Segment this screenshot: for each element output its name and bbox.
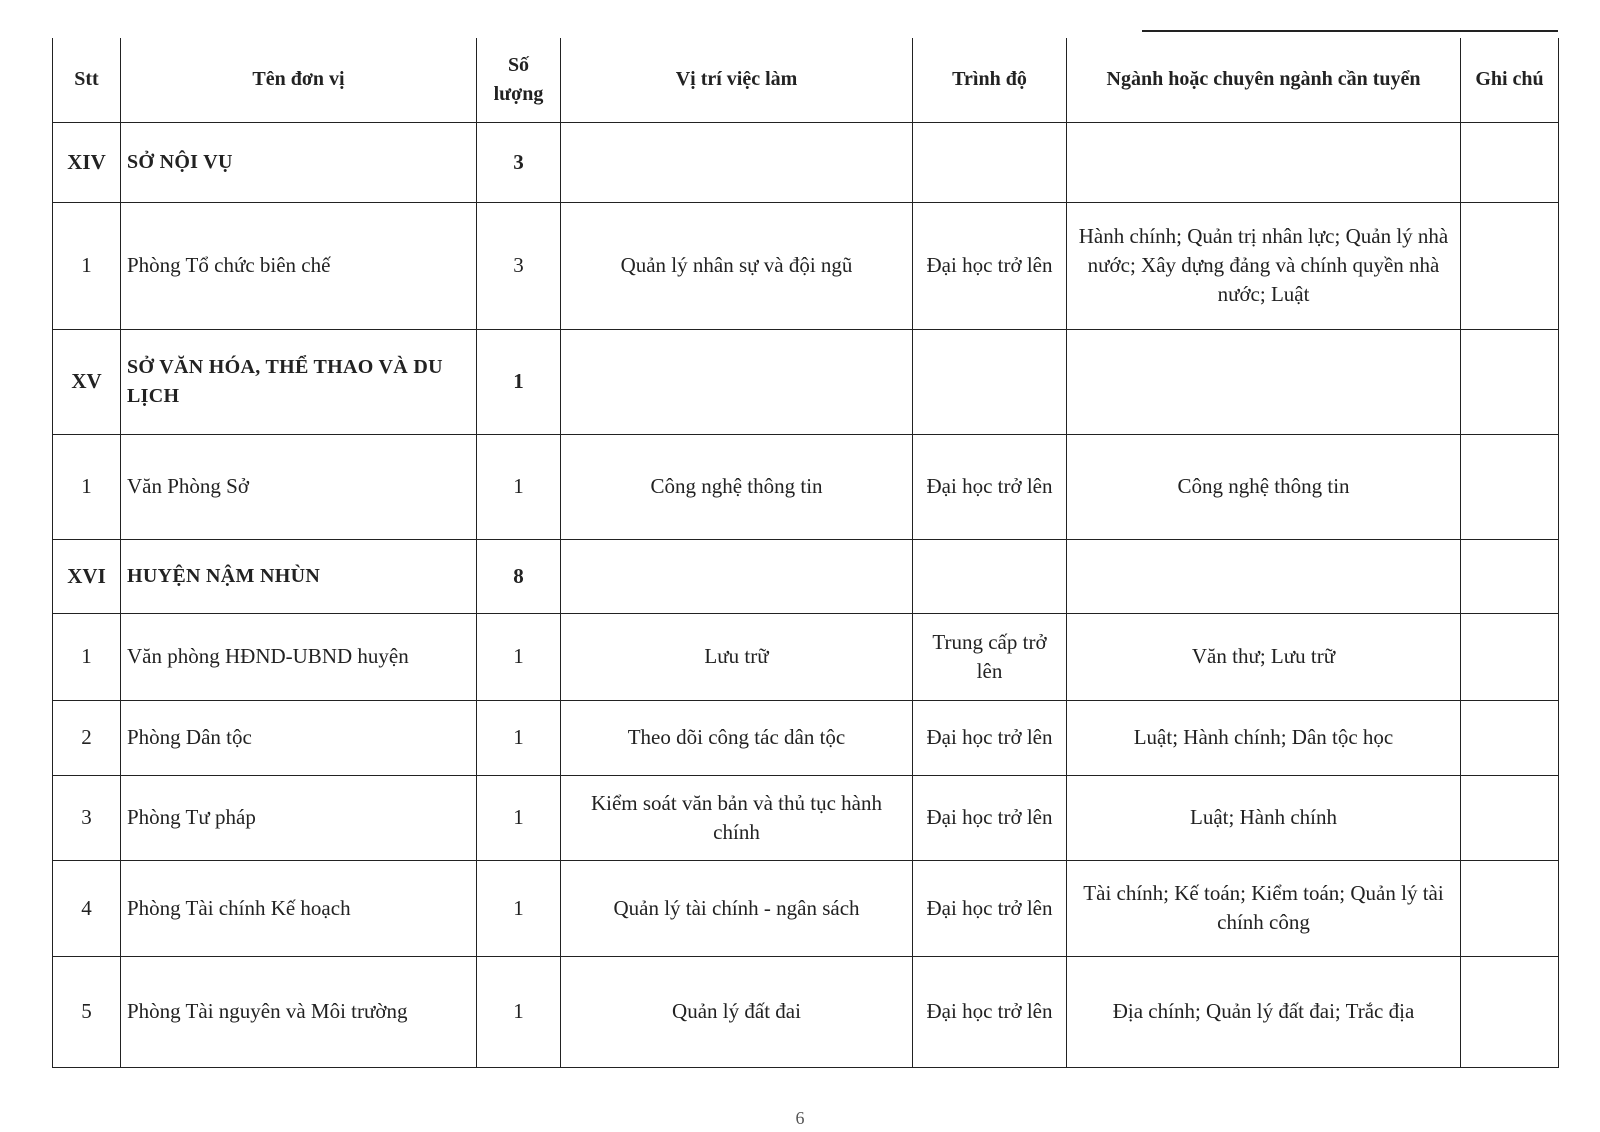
cell-qty: 3 [477, 122, 561, 202]
cell-major [1067, 539, 1461, 613]
cell-major: Công nghệ thông tin [1067, 434, 1461, 539]
cell-note [1461, 122, 1559, 202]
table-row [53, 202, 1559, 329]
cell-level [913, 539, 1067, 613]
cell-note [1461, 956, 1559, 1067]
cell-stt: 1 [53, 434, 121, 539]
cell-unit: Phòng Dân tộc [121, 700, 477, 775]
cell-stt: 4 [53, 860, 121, 956]
header-stt: Stt [53, 38, 121, 122]
table-row [53, 956, 1559, 1067]
cell-level: Đại học trở lên [913, 434, 1067, 539]
cell-qty: 1 [477, 956, 561, 1067]
cell-unit: Phòng Tài chính Kế hoạch [121, 860, 477, 956]
header-level: Trình độ [913, 38, 1067, 122]
cell-major: Địa chính; Quản lý đất đai; Trắc địa [1067, 956, 1461, 1067]
cell-major: Luật; Hành chính; Dân tộc học [1067, 700, 1461, 775]
cell-unit: Phòng Tư pháp [121, 775, 477, 860]
cell-position: Lưu trữ [561, 613, 913, 700]
cell-qty: 1 [477, 329, 561, 434]
cell-stt: XV [53, 329, 121, 434]
cell-level: Đại học trở lên [913, 860, 1067, 956]
header-qty: Số lượng [477, 38, 561, 122]
cell-unit: Văn phòng HĐND-UBND huyện [121, 613, 477, 700]
table-row [53, 860, 1559, 956]
cell-stt: 5 [53, 956, 121, 1067]
cell-level: Đại học trở lên [913, 775, 1067, 860]
table-row [53, 775, 1559, 860]
cell-level [913, 329, 1067, 434]
top-rule [1142, 30, 1558, 32]
cell-level [913, 122, 1067, 202]
header-unit: Tên đơn vị [121, 38, 477, 122]
cell-level: Đại học trở lên [913, 956, 1067, 1067]
header-position: Vị trí việc làm [561, 38, 913, 122]
cell-stt: XVI [53, 539, 121, 613]
cell-position: Công nghệ thông tin [561, 434, 913, 539]
cell-major: Văn thư; Lưu trữ [1067, 613, 1461, 700]
table-row [53, 613, 1559, 700]
cell-note [1461, 329, 1559, 434]
cell-level: Đại học trở lên [913, 202, 1067, 329]
cell-level: Đại học trở lên [913, 700, 1067, 775]
cell-stt: 2 [53, 700, 121, 775]
header-note: Ghi chú [1461, 38, 1559, 122]
page-number: 6 [795, 1108, 805, 1128]
table-row [53, 434, 1559, 539]
recruitment-table [52, 38, 1559, 1068]
cell-level: Trung cấp trở lên [913, 613, 1067, 700]
cell-stt: XIV [53, 122, 121, 202]
cell-position [561, 329, 913, 434]
cell-position: Kiểm soát văn bản và thủ tục hành chính [561, 775, 913, 860]
table-row [53, 700, 1559, 775]
table-row [53, 539, 1559, 613]
cell-position [561, 539, 913, 613]
cell-qty: 1 [477, 700, 561, 775]
cell-position: Theo dõi công tác dân tộc [561, 700, 913, 775]
cell-major: Tài chính; Kế toán; Kiểm toán; Quản lý tài chính công [1067, 860, 1461, 956]
cell-qty: 1 [477, 775, 561, 860]
cell-position: Quản lý nhân sự và đội ngũ [561, 202, 913, 329]
table-row [53, 122, 1559, 202]
cell-stt: 1 [53, 202, 121, 329]
cell-unit: SỞ VĂN HÓA, THỂ THAO VÀ DU LỊCH [121, 329, 477, 434]
cell-stt: 3 [53, 775, 121, 860]
cell-stt: 1 [53, 613, 121, 700]
cell-qty: 1 [477, 860, 561, 956]
cell-major: Luật; Hành chính [1067, 775, 1461, 860]
cell-qty: 8 [477, 539, 561, 613]
cell-qty: 3 [477, 202, 561, 329]
table-header-row [53, 38, 1559, 122]
cell-major [1067, 329, 1461, 434]
header-major: Ngành hoặc chuyên ngành cần tuyển [1067, 38, 1461, 122]
cell-unit: Phòng Tổ chức biên chế [121, 202, 477, 329]
cell-qty: 1 [477, 434, 561, 539]
cell-unit: Văn Phòng Sở [121, 434, 477, 539]
cell-note [1461, 700, 1559, 775]
cell-position: Quản lý đất đai [561, 956, 913, 1067]
cell-note [1461, 434, 1559, 539]
cell-position [561, 122, 913, 202]
cell-major [1067, 122, 1461, 202]
cell-unit: HUYỆN NẬM NHÙN [121, 539, 477, 613]
cell-position: Quản lý tài chính - ngân sách [561, 860, 913, 956]
cell-unit: SỞ NỘI VỤ [121, 122, 477, 202]
cell-note [1461, 860, 1559, 956]
cell-major: Hành chính; Quản trị nhân lực; Quản lý nhà nước; Xây dựng đảng và chính quyền nhà nước; Luật [1067, 202, 1461, 329]
cell-note [1461, 613, 1559, 700]
cell-qty: 1 [477, 613, 561, 700]
cell-note [1461, 539, 1559, 613]
table-row [53, 329, 1559, 434]
cell-note [1461, 202, 1559, 329]
cell-unit: Phòng Tài nguyên và Môi trường [121, 956, 477, 1067]
cell-note [1461, 775, 1559, 860]
